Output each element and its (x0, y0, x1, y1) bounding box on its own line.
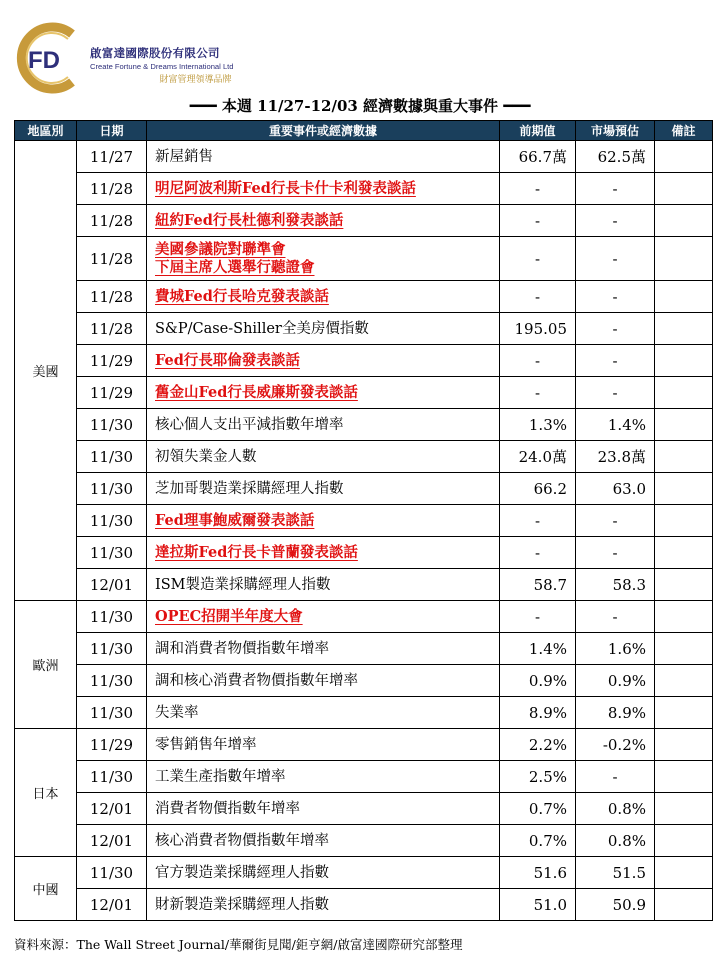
company-name-en: Create Fortune & Dreams International Ltd (90, 62, 234, 71)
date-cell: 11/30 (77, 601, 147, 633)
event-cell (147, 537, 500, 569)
event-cell (147, 345, 500, 377)
event-text: 核心消費者物價指數年增率 (155, 832, 329, 849)
date-cell: 11/28 (77, 313, 147, 345)
note-cell (655, 601, 713, 633)
region-cell: 中國 (15, 857, 77, 921)
date-cell: 11/30 (77, 537, 147, 569)
event-text-line2: 下屆主席人選舉行聽證會 (155, 258, 315, 276)
date-cell: 11/30 (77, 857, 147, 889)
date-cell: 11/30 (77, 761, 147, 793)
event-text: 明尼阿波利斯Fed行長卡什卡利發表談話 (155, 179, 416, 197)
event-text: 芝加哥製造業採購經理人指數 (155, 480, 344, 497)
svg-text:FD: FD (28, 47, 60, 74)
date-cell: 11/30 (77, 473, 147, 505)
table-row (15, 729, 713, 761)
previous-value-cell: 51.6 (500, 857, 576, 889)
date-cell: 12/01 (77, 889, 147, 921)
note-cell (655, 889, 713, 921)
event-cell (147, 729, 500, 761)
forecast-value-cell: - (576, 601, 655, 633)
previous-value-cell: - (500, 345, 576, 377)
note-cell (655, 633, 713, 665)
note-cell (655, 377, 713, 409)
table-row (15, 505, 713, 537)
forecast-value-cell: - (576, 345, 655, 377)
note-cell (655, 409, 713, 441)
previous-value-cell: 8.9% (500, 697, 576, 729)
event-text: S&P/Case-Shiller全美房價指數 (155, 320, 369, 337)
table-row (15, 601, 713, 633)
table-row (15, 825, 713, 857)
event-text: 失業率 (155, 704, 199, 721)
forecast-value-cell: 0.9% (576, 665, 655, 697)
forecast-value-cell: 58.3 (576, 569, 655, 601)
header-note: 備註 (655, 121, 713, 141)
event-text: 核心個人支出平減指數年增率 (155, 416, 344, 433)
table-row (15, 633, 713, 665)
table-row (15, 141, 713, 173)
previous-value-cell: - (500, 281, 576, 313)
forecast-value-cell: - (576, 377, 655, 409)
forecast-value-cell: 51.5 (576, 857, 655, 889)
date-cell: 11/30 (77, 505, 147, 537)
previous-value-cell: 2.2% (500, 729, 576, 761)
event-cell (147, 601, 500, 633)
event-text: 達拉斯Fed行長卡普蘭發表談話 (155, 543, 358, 561)
date-cell: 11/27 (77, 141, 147, 173)
note-cell (655, 537, 713, 569)
forecast-value-cell: 8.9% (576, 697, 655, 729)
previous-value-cell: - (500, 601, 576, 633)
event-text: 調和核心消費者物價指數年增率 (155, 672, 358, 689)
event-cell (147, 825, 500, 857)
forecast-value-cell: 62.5萬 (576, 141, 655, 173)
date-cell: 12/01 (77, 793, 147, 825)
company-tagline: 財富管理領導品牌 (159, 75, 232, 85)
date-cell: 11/30 (77, 409, 147, 441)
previous-value-cell: - (500, 377, 576, 409)
forecast-value-cell: 0.8% (576, 793, 655, 825)
region-cell: 美國 (15, 141, 77, 601)
previous-value-cell: 58.7 (500, 569, 576, 601)
event-cell (147, 281, 500, 313)
table-row (15, 697, 713, 729)
forecast-value-cell: 63.0 (576, 473, 655, 505)
table-row (15, 313, 713, 345)
note-cell (655, 441, 713, 473)
note-cell (655, 857, 713, 889)
event-cell (147, 889, 500, 921)
company-logo (16, 18, 256, 98)
previous-value-cell: 51.0 (500, 889, 576, 921)
previous-value-cell: 24.0萬 (500, 441, 576, 473)
table-row (15, 345, 713, 377)
note-cell (655, 729, 713, 761)
previous-value-cell: - (500, 173, 576, 205)
header-forecast: 市場預估 (576, 121, 655, 141)
note-cell (655, 205, 713, 237)
date-cell: 11/30 (77, 697, 147, 729)
event-cell (147, 141, 500, 173)
table-row (15, 569, 713, 601)
table-row (15, 537, 713, 569)
table-row (15, 205, 713, 237)
event-text: ISM製造業採購經理人指數 (155, 576, 331, 593)
date-cell: 11/28 (77, 281, 147, 313)
table-row (15, 173, 713, 205)
event-cell (147, 633, 500, 665)
note-cell (655, 345, 713, 377)
previous-value-cell: 0.9% (500, 665, 576, 697)
event-text: 調和消費者物價指數年增率 (155, 640, 329, 657)
date-cell: 12/01 (77, 825, 147, 857)
note-cell (655, 569, 713, 601)
event-cell (147, 205, 500, 237)
page-title: ━━━ 本週 11/27-12/03 經濟數據與重大事件 ━━━ (189, 97, 531, 115)
forecast-value-cell: -0.2% (576, 729, 655, 761)
event-text: 費城Fed行長哈克發表談話 (155, 287, 329, 305)
table-row (15, 473, 713, 505)
header-event: 重要事件或經濟數據 (147, 121, 500, 141)
previous-value-cell: 1.4% (500, 633, 576, 665)
table-row (15, 665, 713, 697)
previous-value-cell: 66.2 (500, 473, 576, 505)
event-cell (147, 409, 500, 441)
forecast-value-cell: - (576, 313, 655, 345)
previous-value-cell: - (500, 505, 576, 537)
event-text: Fed理事鮑威爾發表談話 (155, 511, 315, 529)
header-previous: 前期值 (500, 121, 576, 141)
note-cell (655, 793, 713, 825)
event-cell (147, 793, 500, 825)
note-cell (655, 237, 713, 281)
event-text: 財新製造業採購經理人指數 (155, 896, 329, 913)
forecast-value-cell: 50.9 (576, 889, 655, 921)
event-text: 舊金山Fed行長威廉斯發表談話 (155, 383, 358, 401)
forecast-value-cell: - (576, 761, 655, 793)
event-cell (147, 313, 500, 345)
forecast-value-cell: - (576, 237, 655, 281)
note-cell (655, 825, 713, 857)
table-row (15, 889, 713, 921)
date-cell: 11/30 (77, 633, 147, 665)
note-cell (655, 473, 713, 505)
previous-value-cell: 195.05 (500, 313, 576, 345)
event-text: OPEC招開半年度大會 (155, 607, 303, 625)
table-row (15, 441, 713, 473)
previous-value-cell: 2.5% (500, 761, 576, 793)
event-cell (147, 505, 500, 537)
fd-logo-icon (16, 22, 82, 94)
note-cell (655, 505, 713, 537)
table-header-row (15, 121, 713, 141)
event-cell (147, 473, 500, 505)
date-cell: 11/28 (77, 173, 147, 205)
event-text: 美國參議院對聯準會 (155, 240, 286, 258)
event-text: Fed行長耶倫發表談話 (155, 351, 300, 369)
previous-value-cell: 66.7萬 (500, 141, 576, 173)
header-date: 日期 (77, 121, 147, 141)
event-text: 新屋銷售 (155, 148, 213, 165)
date-cell: 11/30 (77, 441, 147, 473)
note-cell (655, 173, 713, 205)
table-row (15, 281, 713, 313)
date-cell: 11/29 (77, 729, 147, 761)
date-cell: 11/28 (77, 205, 147, 237)
note-cell (655, 697, 713, 729)
event-text: 工業生產指數年增率 (155, 768, 286, 785)
company-name-cn: 啟富達國際股份有限公司 (90, 46, 220, 60)
table-row (15, 761, 713, 793)
event-cell (147, 569, 500, 601)
previous-value-cell: 0.7% (500, 793, 576, 825)
previous-value-cell: - (500, 237, 576, 281)
event-cell (147, 377, 500, 409)
forecast-value-cell: 1.4% (576, 409, 655, 441)
note-cell (655, 281, 713, 313)
forecast-value-cell: - (576, 537, 655, 569)
region-cell: 日本 (15, 729, 77, 857)
previous-value-cell: - (500, 537, 576, 569)
date-cell: 12/01 (77, 569, 147, 601)
events-table (14, 120, 713, 921)
event-cell (147, 857, 500, 889)
event-cell (147, 761, 500, 793)
forecast-value-cell: - (576, 505, 655, 537)
event-cell (147, 665, 500, 697)
event-cell (147, 441, 500, 473)
date-cell: 11/30 (77, 665, 147, 697)
table-row (15, 237, 713, 281)
event-cell (147, 237, 500, 281)
event-text: 紐約Fed行長杜德利發表談話 (155, 211, 344, 229)
note-cell (655, 761, 713, 793)
forecast-value-cell: - (576, 281, 655, 313)
forecast-value-cell: - (576, 173, 655, 205)
event-text: 消費者物價指數年增率 (155, 800, 300, 817)
table-row (15, 857, 713, 889)
region-cell: 歐洲 (15, 601, 77, 729)
note-cell (655, 141, 713, 173)
table-row (15, 793, 713, 825)
event-cell (147, 697, 500, 729)
note-cell (655, 313, 713, 345)
event-text: 官方製造業採購經理人指數 (155, 864, 329, 881)
previous-value-cell: 1.3% (500, 409, 576, 441)
event-cell (147, 173, 500, 205)
date-cell: 11/29 (77, 377, 147, 409)
table-row (15, 409, 713, 441)
forecast-value-cell: 1.6% (576, 633, 655, 665)
event-text: 零售銷售年增率 (155, 736, 257, 753)
forecast-value-cell: 23.8萬 (576, 441, 655, 473)
note-cell (655, 665, 713, 697)
header-region: 地區別 (15, 121, 77, 141)
forecast-value-cell: - (576, 205, 655, 237)
source-footer: 資料來源：The Wall Street Journal/華爾街見聞/鉅亨網/啟富達國際研究部整理 (14, 937, 463, 952)
forecast-value-cell: 0.8% (576, 825, 655, 857)
event-text: 初領失業金人數 (155, 448, 257, 465)
date-cell: 11/29 (77, 345, 147, 377)
previous-value-cell: 0.7% (500, 825, 576, 857)
previous-value-cell: - (500, 205, 576, 237)
table-row (15, 377, 713, 409)
date-cell: 11/28 (77, 237, 147, 281)
